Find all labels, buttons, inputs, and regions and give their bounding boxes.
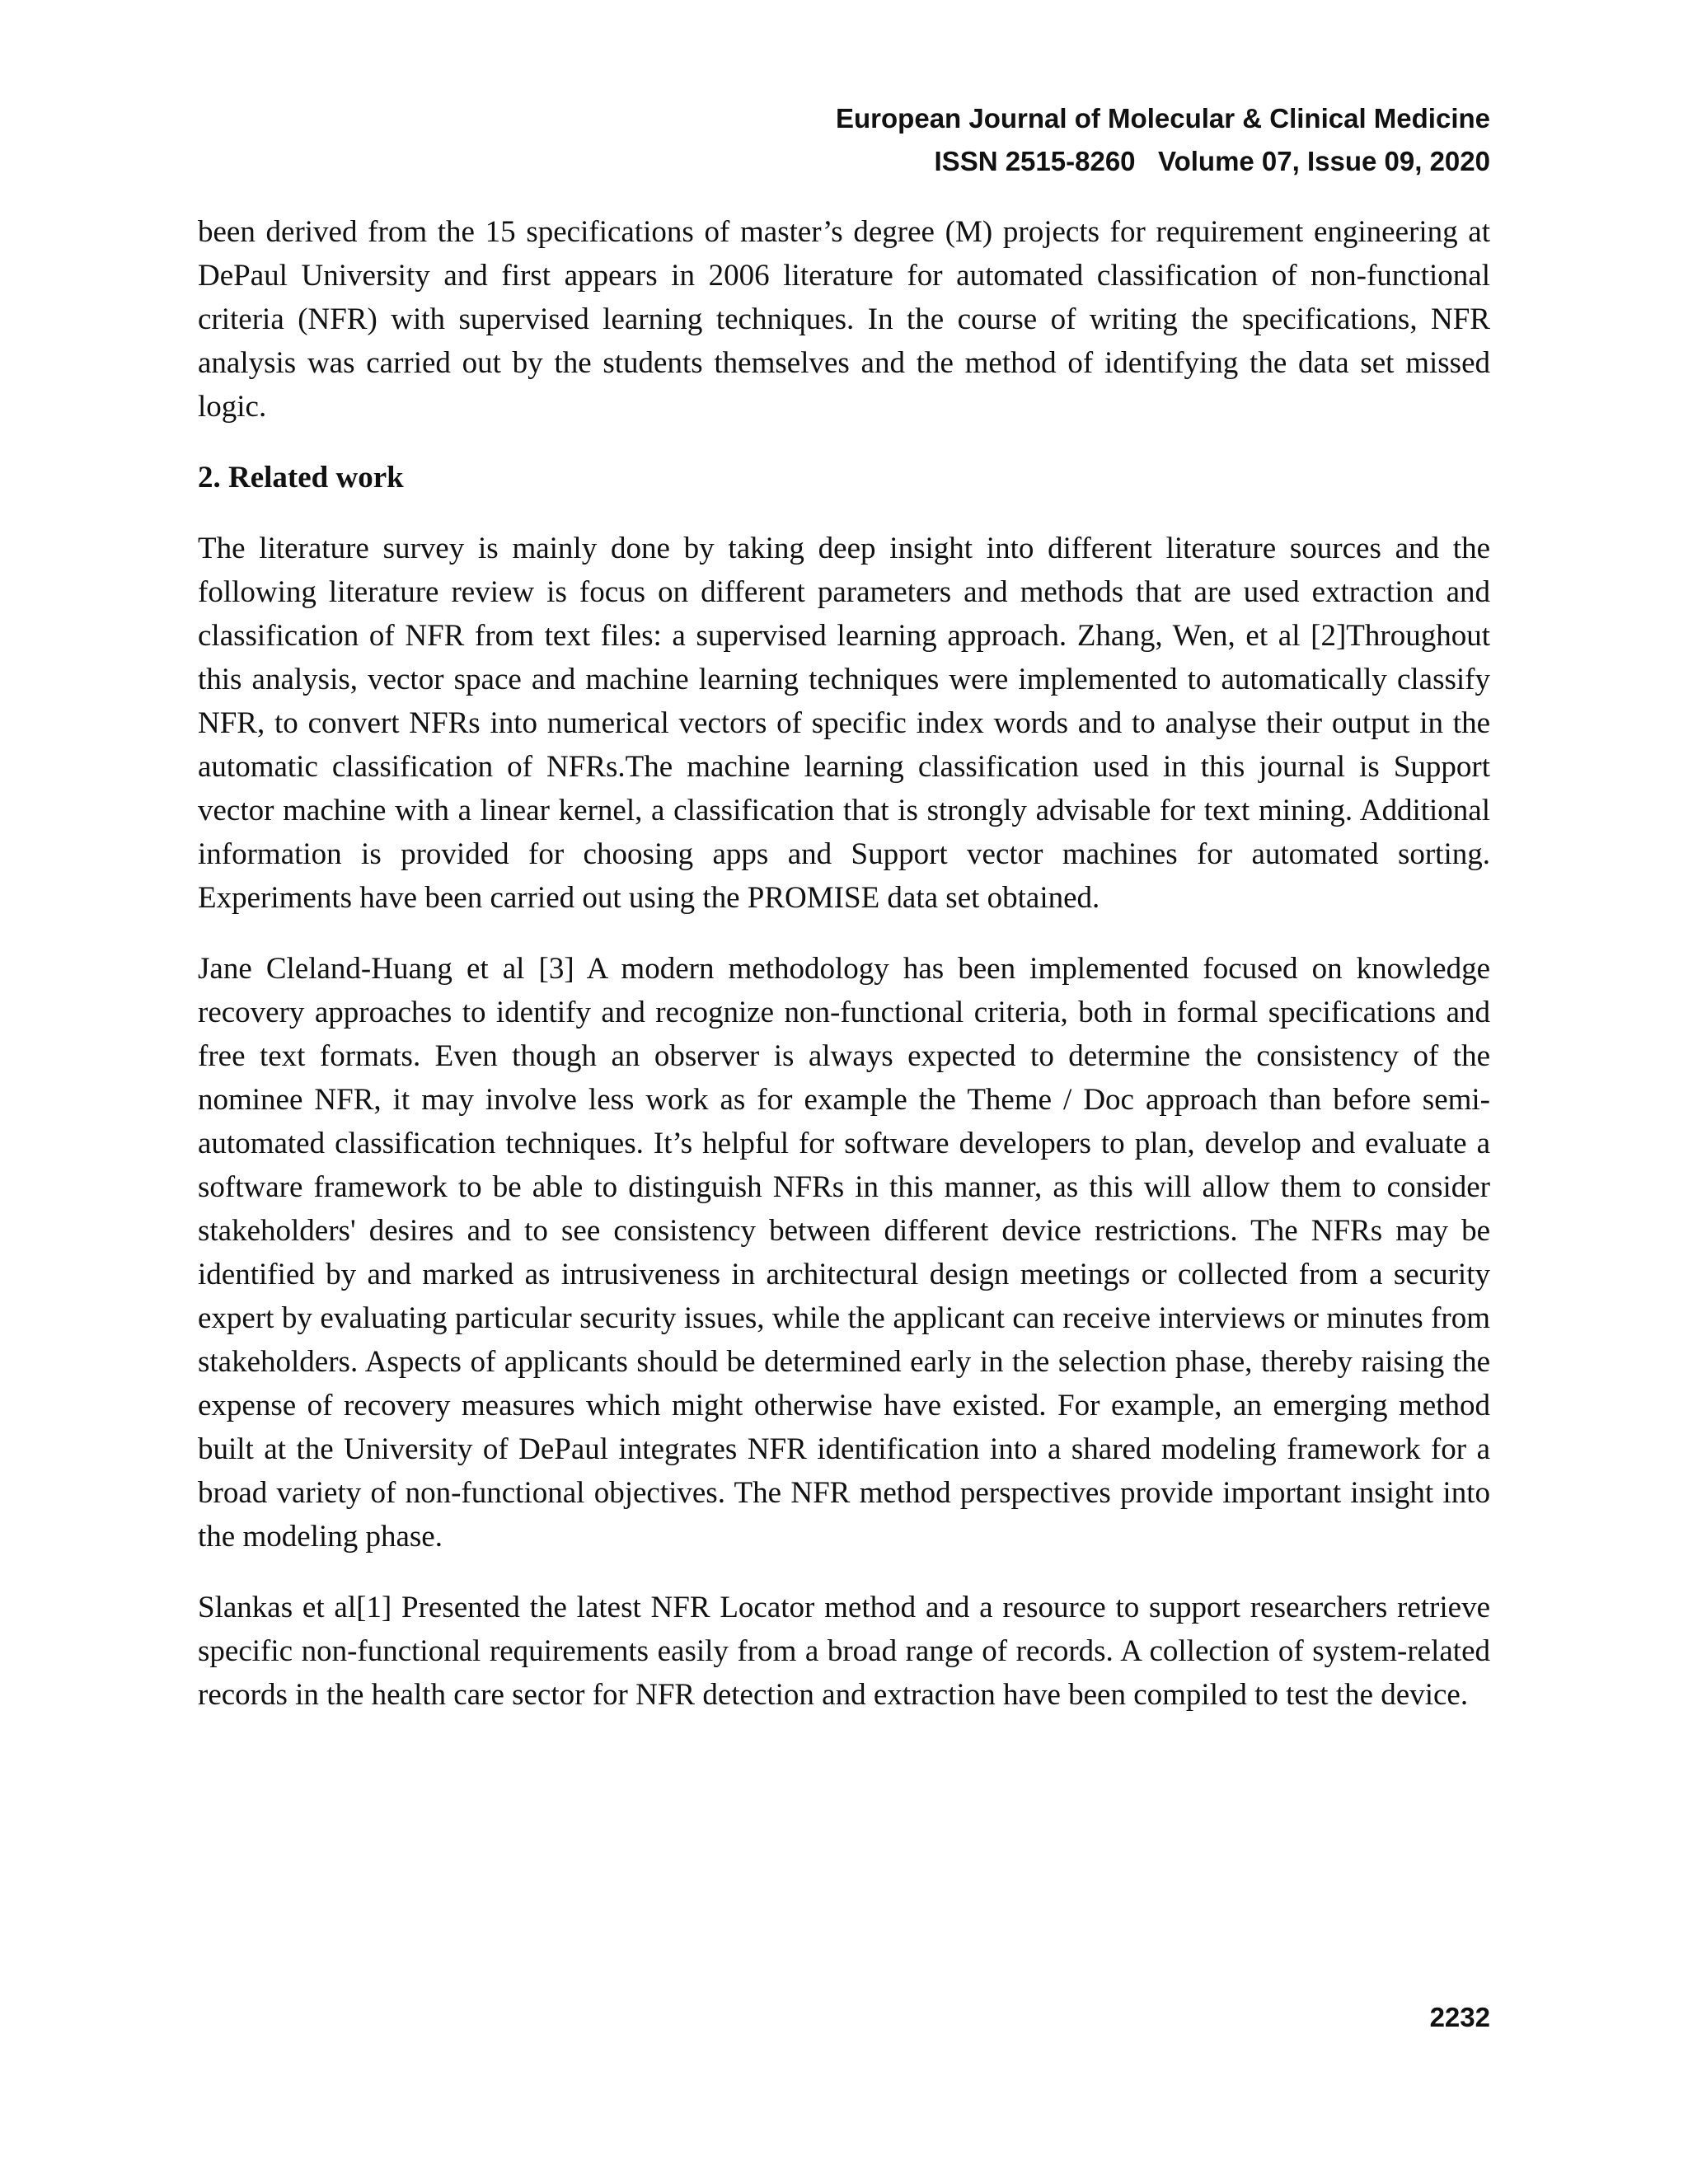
page-number: 2232 bbox=[1429, 2002, 1490, 2032]
section-heading: 2. Related work bbox=[198, 461, 404, 494]
journal-title: European Journal of Molecular & Clinical Medicine bbox=[836, 103, 1490, 134]
running-header bbox=[836, 97, 1490, 183]
article-body bbox=[198, 210, 1490, 1744]
issn-volume-line: ISSN 2515-8260 Volume 07, Issue 09, 2020 bbox=[934, 146, 1490, 176]
body-paragraph: Jane Cleland-Huang et al [3] A modern methodology has been implemented focused on knowledge recovery approaches to identify and recognize non-functional criteria, both in formal specifications and free text formats. Even though an observer is always expected to determine the consistency of the nominee NFR, it may involve less work as for example the Theme / Doc approach than before semi-automated classification techniques. It’s helpful for software developers to plan, develop and evaluate a software framework to be able to distinguish NFRs in this manner, as this will allow them to consider stakeholders' desires and to see consistency between different device restrictions. The NFRs may be identified by and marked as intrusiveness in architectural design meetings or collected from a security expert by evaluating particular security issues, while the applicant can receive interviews or minutes from stakeholders. Aspects of applicants should be determined early in the selection phase, thereby raising the expense of recovery measures which might otherwise have existed. For example, an emerging method built at the University of DePaul integrates NFR identification into a shared modeling framework for a broad variety of non-functional objectives. The NFR method perspectives provide important insight into the modeling phase. bbox=[198, 952, 1490, 1554]
body-paragraph: The literature survey is mainly done by taking deep insight into different literature sources and the following literature review is focus on different parameters and methods that are used extraction and classification of NFR from text files: a supervised learning approach. Zhang, Wen, et al [2]Throughout this analysis, vector space and machine learning techniques were implemented to automatically classify NFR, to convert NFRs into numerical vectors of specific index words and to analyse their output in the automatic classification of NFRs.The machine learning classification used in this journal is Support vector machine with a linear kernel, a classification that is strongly advisable for text mining. Additional information is provided for choosing apps and Support vector machines for automated sorting. Experiments have been carried out using the PROMISE data set obtained. bbox=[198, 532, 1490, 915]
body-paragraph: Slankas et al[1] Presented the latest NFR Locator method and a resource to support researchers retrieve specific non-functional requirements easily from a broad range of records. A collection of system-related records in the health care sector for NFR detection and extraction have been compiled to test the device. bbox=[198, 1591, 1490, 1712]
body-paragraph: been derived from the 15 specifications of master’s degree (M) projects for requirement engineering at DePaul University and first appears in 2006 literature for automated classification of non-functional criteria (NFR) with supervised learning techniques. In the course of writing the specifications, NFR analysis was carried out by the students themselves and the method of identifying the data set missed logic. bbox=[198, 215, 1490, 424]
